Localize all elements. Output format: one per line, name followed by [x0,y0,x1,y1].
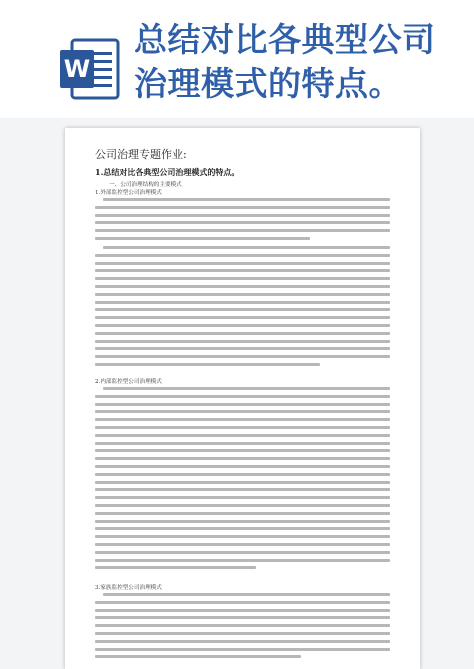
body-text-line [95,640,390,643]
body-text-line [95,504,390,507]
document-title [134,18,464,106]
body-text-line [95,237,310,240]
body-text-line [95,214,390,217]
document-page[interactable] [65,128,420,669]
body-text-line [95,481,390,484]
body-text-line [95,206,390,209]
body-text-line [95,277,390,280]
body-text-line [95,355,390,358]
body-text-line [103,198,390,201]
body-text-line [95,426,390,429]
body-text-line [95,616,390,619]
body-text-line [95,254,390,257]
body-text-line [95,559,390,562]
page-header [0,0,474,128]
section-heading: 一、公司治理结构的主要模式 [109,182,182,188]
body-text-line [95,442,390,445]
body-text-line [95,293,390,296]
svg-text:W: W [63,55,91,83]
body-text-line [95,566,256,569]
body-text-line [95,363,320,366]
body-text-line [103,593,390,596]
body-text-line [95,520,390,523]
body-text-line [95,410,390,413]
body-text-line [95,347,390,350]
body-text-line [95,632,390,635]
body-text-line [95,601,390,604]
page-subheading: 1.总结对比各典型公司治理模式的特点。 [95,167,240,177]
body-text-line [95,418,390,421]
body-text-line [95,535,390,538]
body-text-line [95,324,390,327]
body-text-line [95,285,390,288]
body-text-line [95,527,390,530]
body-text-line [95,648,390,651]
body-text-line [95,301,390,304]
body-text-line [95,316,390,319]
body-text-line [95,473,390,476]
body-text-line [95,496,390,499]
body-text-line [95,340,390,343]
title-line-1: 总结对比各典型公司 [134,20,436,59]
body-text-line [95,221,390,224]
section-heading: 1.外部监控型公司治理模式 [95,190,162,196]
body-text-line [95,269,390,272]
body-text-line [103,387,390,390]
body-text-line [95,465,390,468]
body-text-line [95,609,390,612]
body-text-line [95,655,301,658]
body-text-line [103,246,390,249]
body-text-line [95,308,390,311]
body-text-line [95,434,390,437]
body-text-line [95,512,390,515]
body-text-line [95,262,390,265]
body-text-line [95,449,390,452]
body-text-line [95,395,390,398]
body-text-line [95,551,390,554]
body-text-line [95,624,390,627]
page-heading: 公司治理专题作业: [95,148,187,161]
body-text-line [95,403,390,406]
word-icon [58,38,120,100]
body-text-line [95,543,390,546]
body-text-line [95,332,390,335]
section-heading: 2.内部监控型公司治理模式 [95,379,162,385]
body-text-line [95,229,390,232]
body-text-line [95,488,390,491]
title-line-2: 治理模式的特点。 [134,64,402,103]
body-text-line [95,457,390,460]
section-heading: 3.家族监控型公司治理模式 [95,585,162,591]
